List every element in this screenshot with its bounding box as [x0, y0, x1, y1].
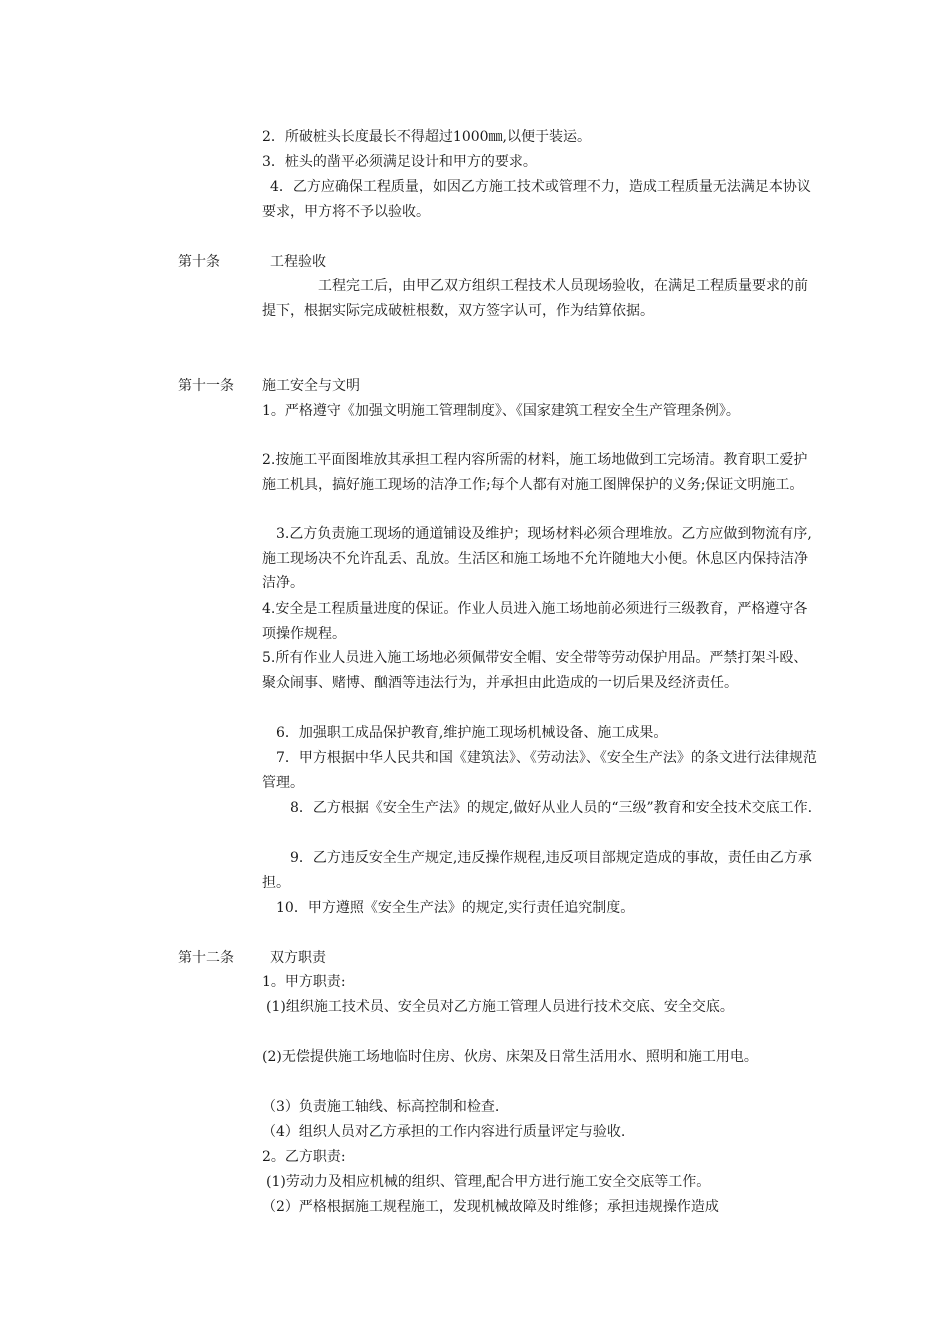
section-12-heading — [178, 946, 326, 971]
party-b-heading: 2。乙方职责: — [262, 1149, 346, 1165]
clause-9-item-4: 4．乙方应确保工程质量，如因乙方施工技术或管理不力，造成工程质量无法满足本协议要求，甲方将不予以验收。 — [262, 179, 811, 220]
party-a-item-4: （4）组织人员对乙方承担的工作内容进行质量评定与验收. — [262, 1124, 626, 1140]
section-11-item-2: 2.按施工平面图堆放其承担工程内容所需的材料，施工场地做到工完场清。教育职工爱护施工机具，搞好施工现场的洁净工作;每个人都有对施工图牌保护的义务;保证文明施工。 — [262, 452, 808, 493]
party-b-item-2: （2）严格根据施工规程施工，发现机械故障及时维修；承担违规操作造成 — [262, 1199, 719, 1215]
party-a-item-3: （3）负责施工轴线、标高控制和检查. — [262, 1099, 500, 1115]
section-10-heading — [178, 250, 326, 275]
section-11-item-10: 10．甲方遵照《安全生产法》的规定,实行责任追究制度。 — [276, 900, 635, 916]
section-11-item-9: 9．乙方违反安全生产规定,违反操作规程,违反项目部规定造成的事故，责任由乙方承担。 — [262, 850, 812, 891]
clause-9-item-2: 2．所破桩头长度最长不得超过1000㎜,以便于装运。 — [262, 129, 591, 145]
party-b-item-1: (1)劳动力及相应机械的组织、管理,配合甲方进行施工安全交底等工作。 — [266, 1174, 711, 1190]
section-11-title: 施工安全与文明 — [262, 378, 360, 394]
party-a-item-2: (2)无偿提供施工场地临时住房、伙房、床架及日常生活用水、照明和施工用电。 — [262, 1049, 758, 1065]
section-11-heading — [178, 374, 360, 399]
clause-9-item-3: 3．桩头的凿平必须满足设计和甲方的要求。 — [262, 154, 537, 170]
section-10-number: 第十条 — [178, 254, 220, 270]
section-11-item-5: 5.所有作业人员进入施工场地必须佩带安全帽、安全带等劳动保护用品。严禁打架斗殴、聚众闹事、赌博、酗酒等违法行为，并承担由此造成的一切后果及经济责任。 — [262, 650, 808, 691]
section-11-number: 第十一条 — [178, 378, 234, 394]
section-10-body: 工程完工后，由甲乙双方组织工程技术人员现场验收，在满足工程质量要求的前提下，根据实际完成破桩根数，双方签字认可，作为结算依据。 — [262, 278, 808, 319]
section-11-item-8: 8．乙方根据《安全生产法》的规定,做好从业人员的“三级”教育和安全技术交底工作. — [290, 800, 813, 816]
section-12-title: 双方职责 — [270, 950, 326, 966]
section-12-number: 第十二条 — [178, 950, 234, 966]
party-a-item-1: (1)组织施工技术员、安全员对乙方施工管理人员进行技术交底、安全交底。 — [266, 999, 734, 1015]
party-a-heading: 1。甲方职责: — [262, 974, 346, 990]
section-11-item-6: 6．加强职工成品保护教育,维护施工现场机械设备、施工成果。 — [276, 725, 668, 741]
section-11-item-7: 7．甲方根据中华人民共和国《建筑法》、《劳动法》、《安全生产法》的条文进行法律规范管理。 — [262, 750, 817, 791]
section-11-item-3: 3.乙方负责施工现场的通道铺设及维护；现场材料必须合理堆放。乙方应做到物流有序,施工现场决不允许乱丢、乱放。生活区和施工场地不允许随地大小便。休息区内保持洁净洁净。 — [262, 526, 812, 591]
section-10-title: 工程验收 — [270, 254, 326, 270]
section-11-item-4: 4.安全是工程质量进度的保证。作业人员进入施工场地前必须进行三级教育，严格遵守各项操作规程。 — [262, 601, 808, 642]
section-11-item-1: 1。严格遵守《加强文明施工管理制度》、《国家建筑工程安全生产管理条例》。 — [262, 403, 740, 419]
